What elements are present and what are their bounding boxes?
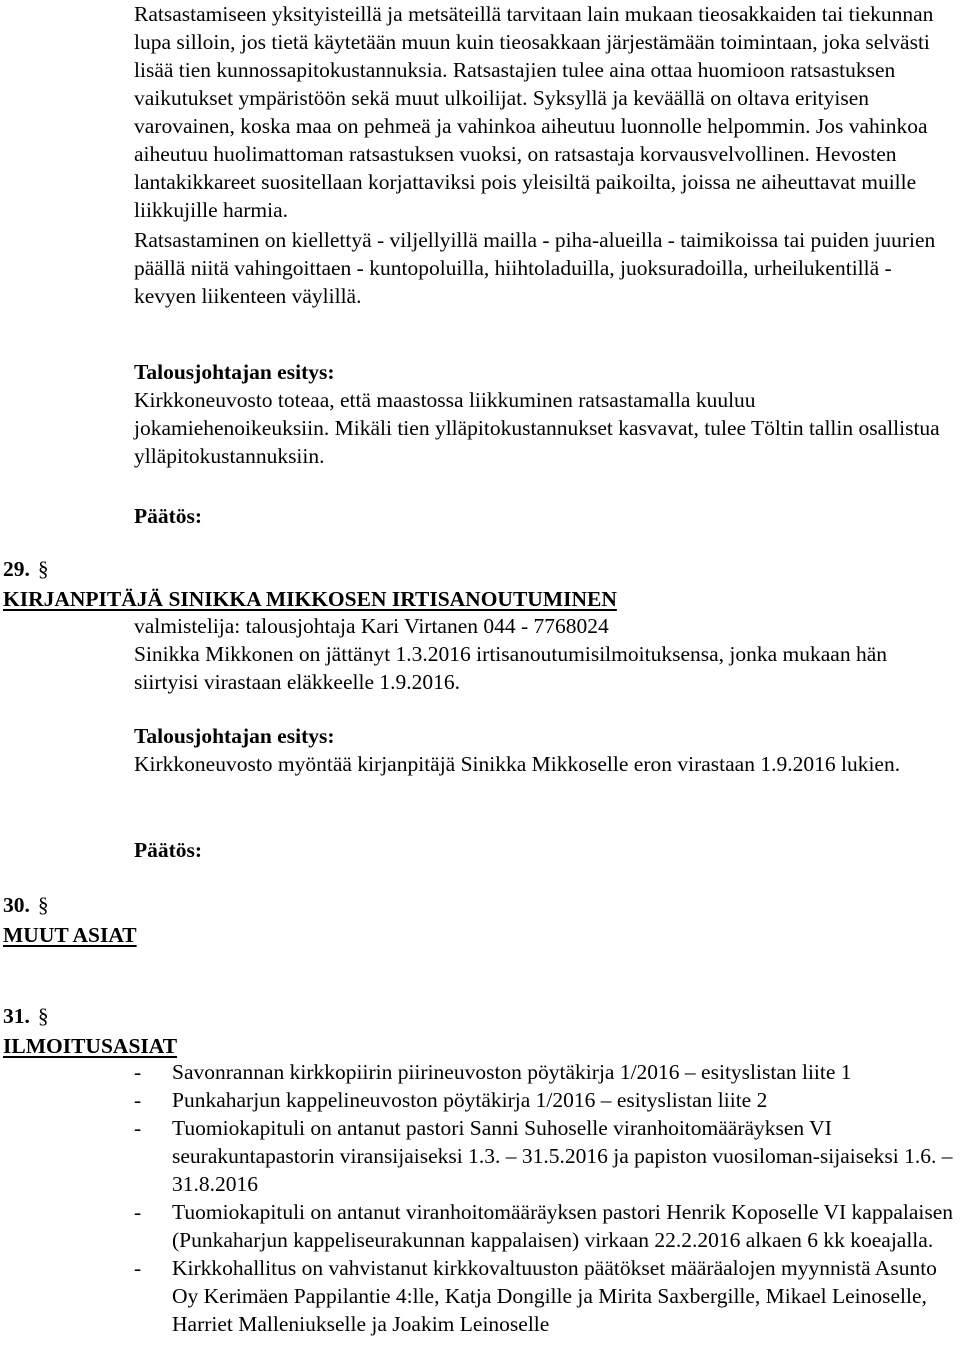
list-dash: - bbox=[134, 1200, 142, 1224]
section-30-number: 30. bbox=[3, 893, 30, 917]
list-dash: - bbox=[134, 1088, 142, 1112]
section-29-header bbox=[3, 555, 943, 613]
list-dash: - bbox=[134, 1256, 142, 1280]
proposal-1 bbox=[134, 358, 956, 470]
section-31-number: 31. bbox=[3, 1004, 30, 1028]
list-item-text: Punkaharjun kappelineuvoston pöytäkirja 1/2016 – esityslistan liite 2 bbox=[172, 1088, 768, 1112]
section-30-symbol: § bbox=[37, 893, 49, 917]
section-29-number-line bbox=[3, 555, 943, 583]
intro-paragraph-1: Ratsastamiseen yksityisteillä ja metsäteillä tarvitaan lain mukaan tieosakkaiden tai tiekunnan lupa silloin, jos tietä käytetään muun kuin tieosakkaan järjestämään toimintaan, joka selvästi lisää tien kunnossapitokustannuksia. Ratsastajien tulee aina ottaa huomioon ratsastuksen vaikutukset ympäristöön sekä muut ulkoilijat. Syksyllä ja keväällä on oltava erityisen varovainen, koska maa on pehmeä ja vahinkoa aiheutuu luonnolle helpommin. Jos vahinkoa aiheutuu huolimattoman ratsastuksen vuoksi, on ratsastaja korvausvelvollinen. Hevosten lantakikkareet suositellaan korjattaviksi pois yleisiltä paikoilta, joissa ne aiheuttavat muille liikkujille harmia. bbox=[134, 2, 934, 222]
proposal-1-text: Kirkkoneuvosto toteaa, että maastossa liikkuminen ratsastamalla kuuluu jokamiehenoikeuksiin. Mikäli tien ylläpitokustannukset kasvavat, tulee Töltin tallin osallistua ylläpitokustannuksiin. bbox=[134, 388, 940, 468]
intro-text bbox=[134, 0, 956, 310]
section-31-title: ILMOITUSASIAT bbox=[3, 1034, 178, 1058]
list-item-text: Kirkkohallitus on vahvistanut kirkkovaltuuston päätökset määräalojen myynnistä Asunto Oy Kerimäen Pappilantie 4:lle, Katja Dongille ja Mirita Saxbergille, Mikael Leinoselle, Harriet Malleniukselle ja Joakim Leinoselle bbox=[172, 1256, 937, 1336]
intro-paragraph-2: Ratsastaminen on kiellettyä - viljellyillä mailla - piha-alueilla - taimikoissa tai puiden juurien päällä niitä vahingoittaen - kuntopoluilla, hiihtoladuilla, juoksuradoilla, urheilukentillä - kevyen liikenteen väylillä. bbox=[134, 228, 936, 308]
section-31-symbol: § bbox=[37, 1004, 49, 1028]
decision-1-heading: Päätös: bbox=[134, 504, 203, 528]
section-31-header bbox=[3, 1002, 943, 1060]
section-29-body bbox=[134, 612, 956, 696]
section-29-preparer: valmistelija: talousjohtaja Kari Virtanen 044 - 7768024 bbox=[134, 614, 609, 638]
list-item-text: Tuomiokapituli on antanut viranhoitomääräyksen pastori Henrik Koposelle VI kappalaisen (Punkaharjun kappeliseurakunnan kappalaisen) virkaan 22.2.2016 alkaen 6 kk koeajalla. bbox=[172, 1200, 954, 1252]
list-item bbox=[134, 1058, 958, 1086]
section-29-text: Sinikka Mikkonen on jättänyt 1.3.2016 irtisanoutumisilmoituksensa, jonka mukaan hän siirtyisi virastaan eläkkeelle 1.9.2016. bbox=[134, 642, 888, 694]
list-item-text: Savonrannan kirkkopiirin piirineuvoston pöytäkirja 1/2016 – esityslistan liite 1 bbox=[172, 1060, 852, 1084]
section-29-title: KIRJANPITÄJÄ SINIKKA MIKKOSEN IRTISANOUTUMINEN bbox=[3, 587, 617, 611]
section-29-number: 29. bbox=[3, 557, 30, 581]
section-29-decision bbox=[134, 836, 956, 864]
section-29-symbol: § bbox=[37, 557, 49, 581]
decision-1 bbox=[134, 502, 956, 530]
section-30-header bbox=[3, 891, 943, 949]
section-29-proposal-heading: Talousjohtajan esitys: bbox=[134, 724, 335, 748]
section-29-decision-heading: Päätös: bbox=[134, 838, 203, 862]
section-29-proposal bbox=[134, 722, 956, 778]
list-item bbox=[134, 1086, 958, 1114]
section-30-number-line bbox=[3, 891, 943, 919]
list-item bbox=[134, 1198, 958, 1254]
proposal-1-heading: Talousjohtajan esitys: bbox=[134, 360, 335, 384]
section-31-number-line bbox=[3, 1002, 943, 1030]
section-29-proposal-text: Kirkkoneuvosto myöntää kirjanpitäjä Sinikka Mikkoselle eron virastaan 1.9.2016 lukien. bbox=[134, 752, 901, 776]
list-item bbox=[134, 1254, 958, 1338]
announcement-list bbox=[134, 1058, 958, 1338]
section-30-title: MUUT ASIAT bbox=[3, 923, 137, 947]
list-item-text: Tuomiokapituli on antanut pastori Sanni Suhoselle viranhoitomääräyksen VI seurakuntapastorin viransijaiseksi 1.3. – 31.5.2016 ja papiston vuosiloman-sijaiseksi 1.6. – 31.8.2016 bbox=[172, 1116, 953, 1196]
list-item bbox=[134, 1114, 958, 1198]
list-dash: - bbox=[134, 1116, 142, 1140]
list-dash: - bbox=[134, 1060, 142, 1084]
